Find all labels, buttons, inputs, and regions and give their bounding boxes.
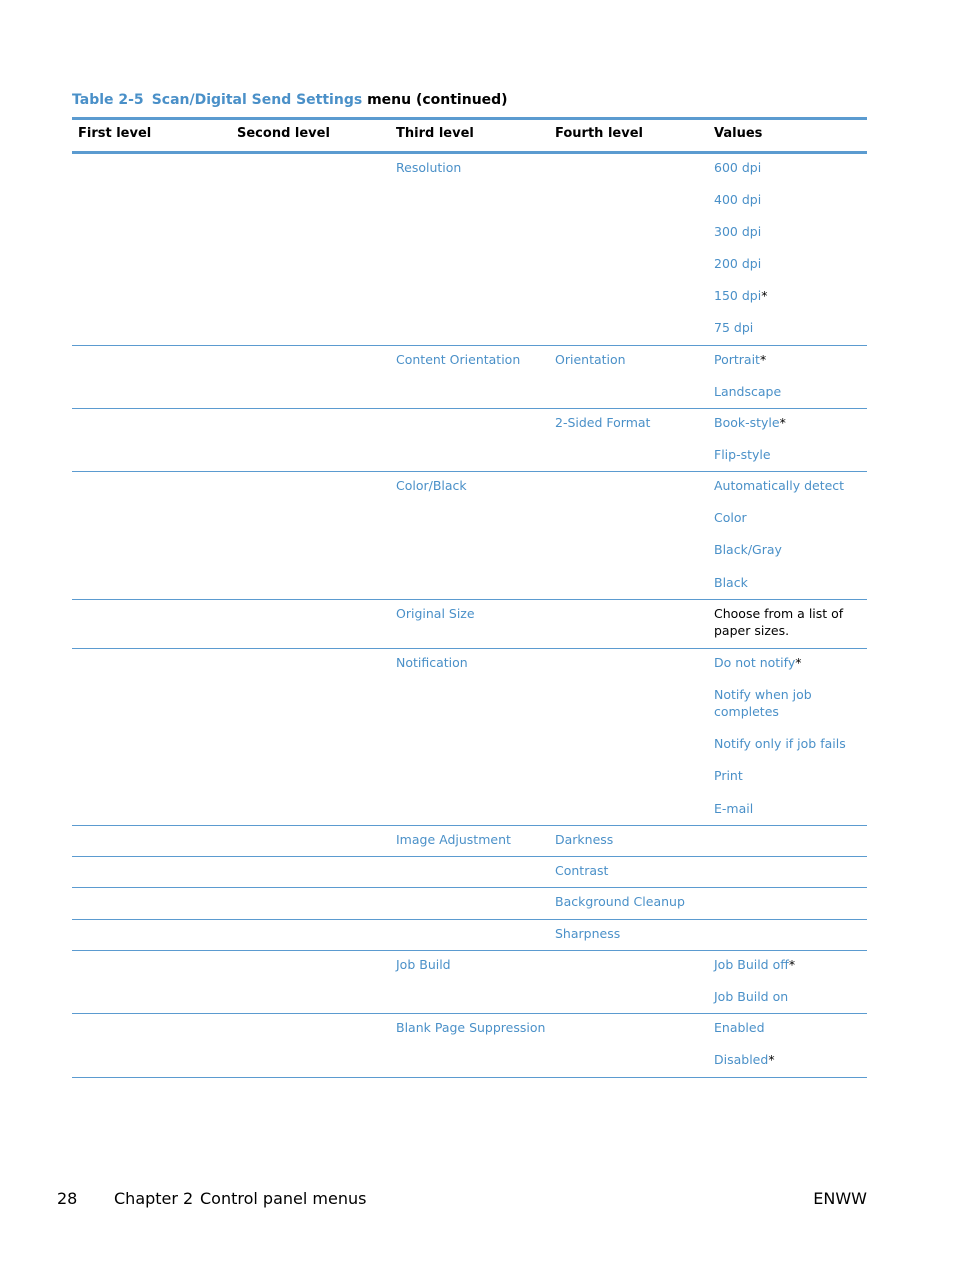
value-400-dpi[interactable]: 400 dpi xyxy=(714,192,762,207)
row-rule xyxy=(72,599,867,600)
table-caption xyxy=(72,92,508,108)
fourth-level-background-cleanup[interactable]: Background Cleanup xyxy=(555,894,685,909)
default-marker: * xyxy=(795,655,802,670)
third-level-original-size[interactable]: Original Size xyxy=(396,606,475,621)
table-number: Table 2-5 xyxy=(72,92,144,108)
header-values: Values xyxy=(714,126,763,141)
value-email[interactable]: E-mail xyxy=(714,801,754,816)
value-book-style[interactable] xyxy=(714,414,786,431)
table-top-rule xyxy=(72,117,867,120)
footer-chapter-title: Control panel menus xyxy=(200,1189,367,1208)
footer-chapter: Chapter 2 xyxy=(114,1189,194,1208)
table-bottom-rule xyxy=(72,1077,867,1078)
fourth-level-contrast[interactable]: Contrast xyxy=(555,863,609,878)
row-rule xyxy=(72,825,867,826)
row-rule xyxy=(72,919,867,920)
value-disabled[interactable] xyxy=(714,1051,775,1068)
value-job-build-on[interactable]: Job Build on xyxy=(714,989,789,1004)
third-level-content-orientation[interactable]: Content Orientation xyxy=(396,352,521,367)
row-rule xyxy=(72,856,867,857)
value-notify-only-if-job-fails[interactable]: Notify only if job fails xyxy=(714,736,846,751)
fourth-level-sharpness[interactable]: Sharpness xyxy=(555,926,621,941)
fourth-level-orientation[interactable]: Orientation xyxy=(555,352,626,367)
value-landscape[interactable]: Landscape xyxy=(714,384,782,399)
third-level-resolution[interactable]: Resolution xyxy=(396,160,462,175)
value-original-size-line2: paper sizes. xyxy=(714,623,790,638)
value-notify-when-job-line1[interactable]: Notify when job xyxy=(714,687,812,702)
default-marker: * xyxy=(759,352,767,367)
third-level-notification[interactable]: Notification xyxy=(396,655,468,670)
value-600-dpi[interactable]: 600 dpi xyxy=(714,160,762,175)
value-do-not-notify[interactable] xyxy=(714,654,801,671)
third-level-color-black[interactable]: Color/Black xyxy=(396,478,467,493)
header-second-level: Second level xyxy=(237,126,330,141)
value-notify-when-job-line2[interactable]: completes xyxy=(714,704,779,719)
value-300-dpi[interactable]: 300 dpi xyxy=(714,224,762,239)
value-color[interactable]: Color xyxy=(714,510,747,525)
page-number: 28 xyxy=(57,1189,78,1208)
header-rule xyxy=(72,151,867,154)
value-automatically-detect[interactable]: Automatically detect xyxy=(714,478,845,493)
value-portrait[interactable] xyxy=(714,351,766,368)
value-75-dpi[interactable]: 75 dpi xyxy=(714,320,754,335)
row-rule xyxy=(72,950,867,951)
value-150-dpi[interactable] xyxy=(714,287,767,304)
caption-suffix: menu (continued) xyxy=(367,92,508,108)
header-first-level: First level xyxy=(78,126,152,141)
fourth-level-darkness[interactable]: Darkness xyxy=(555,832,614,847)
value-200-dpi[interactable]: 200 dpi xyxy=(714,256,762,271)
value-black-gray[interactable]: Black/Gray xyxy=(714,542,782,557)
row-rule xyxy=(72,1013,867,1014)
default-marker: * xyxy=(761,288,768,303)
value-black[interactable]: Black xyxy=(714,575,748,590)
value-flip-style[interactable]: Flip-style xyxy=(714,447,771,462)
third-level-blank-page-suppression[interactable]: Blank Page Suppression xyxy=(396,1020,546,1035)
menu-name: Scan/Digital Send Settings xyxy=(151,92,363,108)
value-job-build-off-label: Job Build off xyxy=(714,957,789,972)
value-portrait-label: Portrait xyxy=(714,352,760,367)
value-do-not-notify-label: Do not notify xyxy=(714,655,796,670)
header-third-level: Third level xyxy=(396,126,474,141)
value-job-build-off[interactable] xyxy=(714,956,795,973)
footer-enww: ENWW xyxy=(813,1189,867,1208)
third-level-image-adjustment[interactable]: Image Adjustment xyxy=(396,832,511,847)
value-enabled[interactable]: Enabled xyxy=(714,1020,765,1035)
value-book-style-label: Book-style xyxy=(714,415,780,430)
default-marker: * xyxy=(768,1052,775,1067)
value-disabled-label: Disabled xyxy=(714,1052,769,1067)
value-150-dpi-label: 150 dpi xyxy=(714,288,762,303)
default-marker: * xyxy=(788,957,796,972)
row-rule xyxy=(72,408,867,409)
fourth-level-2-sided-format[interactable]: 2-Sided Format xyxy=(555,415,651,430)
value-original-size-line1: Choose from a list of xyxy=(714,606,844,621)
header-fourth-level: Fourth level xyxy=(555,126,643,141)
default-marker: * xyxy=(779,415,786,430)
value-print[interactable]: Print xyxy=(714,768,743,783)
row-rule xyxy=(72,345,867,346)
row-rule xyxy=(72,648,867,649)
third-level-job-build[interactable]: Job Build xyxy=(396,957,451,972)
row-rule xyxy=(72,887,867,888)
row-rule xyxy=(72,471,867,472)
